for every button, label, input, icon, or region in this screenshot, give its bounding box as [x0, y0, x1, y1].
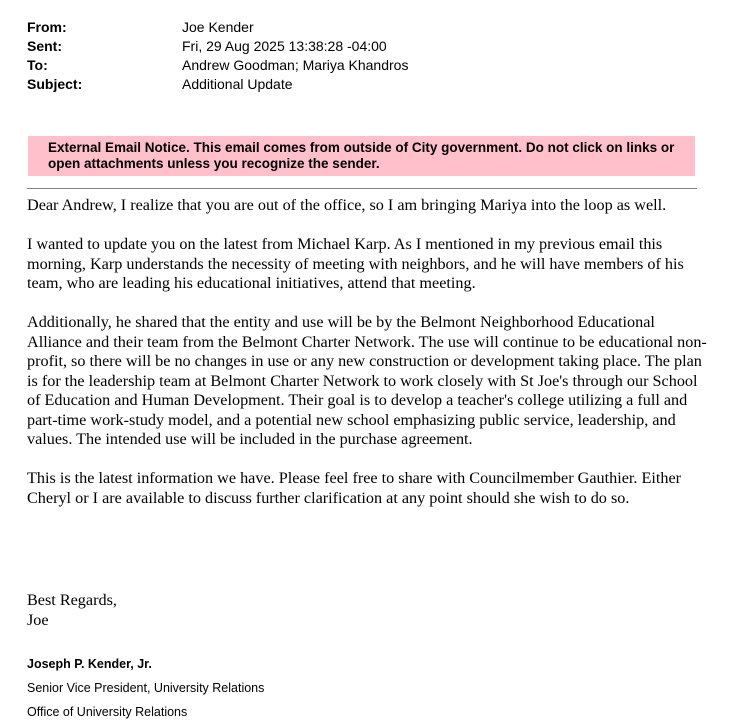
- to-label: To:: [27, 57, 48, 73]
- from-row: [27, 18, 408, 37]
- sent-value: Fri, 29 Aug 2025 13:38:28 -04:00: [182, 38, 387, 54]
- body-paragraph-greeting: Dear Andrew, I realize that you are out of the office, so I am bringing Mariya into the loop as well.: [27, 196, 667, 214]
- subject-value: Additional Update: [182, 76, 293, 92]
- email-body: [27, 196, 707, 528]
- body-paragraph-details: Additionally, he shared that the entity and use will be by the Belmont Neighborhood Educational Alliance and their team from the Belmont Charter Network. The use will continue to be educational non-profit, so there will be no changes in use or any new construction or development taking place. The plan is for the leadership team at Belmont Charter Network to work closely with St Joe's through our School of Education and Human Development. Their goal is to develop a teacher's college utilizing a full and part-time work-study model, and a potential new school emphasizing public service, leadership, and values. The intended use will be included in the purchase agreement.: [27, 313, 707, 448]
- header-divider: [27, 188, 697, 189]
- email-header: [27, 18, 408, 94]
- from-value: Joe Kender: [182, 19, 254, 35]
- subject-row: [27, 75, 408, 94]
- body-paragraph-update: I wanted to update you on the latest from Michael Karp. As I mentioned in my previous email this morning, Karp understands the necessity of meeting with neighbors, and he will have members of his team, who are leading his educational initiatives, attend that meeting.: [27, 235, 684, 292]
- subject-label: Subject:: [27, 76, 83, 92]
- from-label: From:: [27, 19, 67, 35]
- sent-row: [27, 37, 408, 56]
- sign-off: [27, 591, 117, 630]
- to-row: [27, 56, 408, 75]
- closing-name: Joe: [27, 610, 49, 629]
- signature-office: Office of University Relations: [27, 705, 188, 719]
- signature-name: Joseph P. Kender, Jr.: [27, 657, 152, 671]
- to-value: Andrew Goodman; Mariya Khandros: [182, 57, 409, 73]
- signature-block: [27, 656, 264, 728]
- external-email-notice: External Email Notice. This email comes from outside of City government. Do not click on links or open attachments unless you recognize the sender.: [28, 136, 695, 176]
- sent-label: Sent:: [27, 38, 62, 54]
- closing-text: Best Regards,: [27, 591, 117, 609]
- body-paragraph-closing: This is the latest information we have. Please feel free to share with Councilmember Gauthier. Either Cheryl or I are available to discuss further clarification at any point should she wish to do so.: [27, 469, 682, 507]
- signature-title: Senior Vice President, University Relations: [27, 681, 265, 695]
